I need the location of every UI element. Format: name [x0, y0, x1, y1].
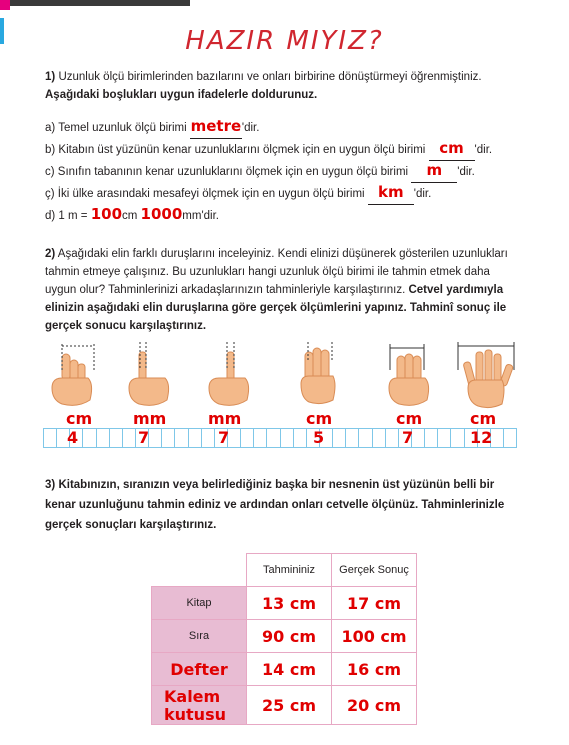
q1-item-cc: ç) İki ülke arasındaki mesafeyi ölçmek için en uygun ölçü birimi km 'dir.: [45, 183, 565, 205]
header-bar: [10, 0, 190, 6]
answer-c: m: [426, 161, 443, 179]
q1-item-b: b) Kitabın üst yüzünün kenar uzunluklarını ölçmek için en uygun ölçü birimi cm 'dir.: [45, 139, 565, 161]
q2-value-5: 7: [402, 428, 414, 447]
hand-4-icon: [301, 348, 335, 404]
table-row: [152, 587, 417, 620]
corner-pink-block: [0, 0, 10, 10]
row-label: Sıra: [152, 620, 247, 653]
q2-unit-1: cm: [66, 409, 93, 428]
q2-value-1: 4: [67, 428, 79, 447]
q2-unit-2: mm: [133, 409, 167, 428]
hand-1-icon: [52, 354, 92, 405]
row-label: Kitap: [152, 587, 247, 620]
table-header-row: [152, 554, 417, 587]
col-estimate-header: Tahmininiz: [247, 554, 332, 587]
q2-value-3: 7: [218, 428, 230, 447]
table-row: [152, 686, 417, 725]
q2-text: 2) Aşağıdaki elin farklı duruşlarını inceleyiniz. Kendi elinizi düşünerek gösterilen uzunlukları tahmin etmeye çalışınız. Bu uzunlukları hangi uzunluk ölçü birimi ile tahmin etmek daha uygun olur? Tahminlerinizi arkadaşlarınızın tahminleriyle karşılaştırınız. Cetvel yardımıyla elinizin aşağıdaki elin duruşlarına göre gerçek ölçümlerini yapınız. Tahminî sonuç ile gerçek sonucu karşılaştırınız.: [45, 248, 508, 332]
answer-grid: [43, 428, 517, 448]
answer-d1: 100: [90, 205, 123, 223]
answer-b: cm: [439, 139, 464, 157]
q1-items: [45, 117, 565, 226]
hand-2-icon: [129, 352, 169, 405]
q1-item-a: a) Temel uzunluk ölçü birimi metre'dir.: [45, 117, 565, 139]
actual-cell: 16 cm: [332, 653, 417, 686]
q1-item-d: d) 1 m = 100cm 1000mm'dir.: [45, 205, 219, 223]
answer-cc: km: [377, 183, 404, 201]
q1-item-c: c) Sınıfın tabanının kenar uzunluklarını ölçmek için en uygun ölçü birimi m 'dir.: [45, 161, 565, 183]
hand-5-icon: [389, 354, 429, 405]
estimate-table: [151, 553, 417, 725]
col-actual-header: Gerçek Sonuç: [332, 554, 417, 587]
table-row: [152, 653, 417, 686]
q1-instruction: Aşağıdaki boşlukları uygun ifadelerle doldurunuz.: [45, 89, 318, 101]
q2-unit-5: cm: [396, 409, 423, 428]
row-label: Kalem kutusu: [152, 686, 247, 725]
page-title: HAZIR MIYIZ?: [185, 26, 384, 56]
hand-3-icon: [209, 352, 249, 405]
q2-unit-3: mm: [208, 409, 242, 428]
q2-value-6: 12: [470, 428, 493, 447]
estimate-cell: 25 cm: [247, 686, 332, 725]
answer-a: metre: [190, 117, 242, 135]
q2-unit-4: cm: [306, 409, 333, 428]
hand-6-icon: [463, 350, 514, 408]
q2-value-4: 5: [313, 428, 325, 447]
row-label: Defter: [152, 653, 247, 686]
q2-value-2: 7: [138, 428, 150, 447]
estimate-cell: 14 cm: [247, 653, 332, 686]
estimate-cell: 90 cm: [247, 620, 332, 653]
q3-text: 3) Kitabınızın, sıranızın veya belirlediğiniz başka bir nesnenin üst yüzünün belli bir kenar uzunluğunu tahmin ediniz ve ardından onları cetvelle ölçünüz. Tahminlerinizle gerçek sonuçları karşılaştırınız.: [45, 479, 505, 531]
actual-cell: 17 cm: [332, 587, 417, 620]
table-row: [152, 620, 417, 653]
hand-illustrations: [40, 340, 530, 412]
estimate-cell: 13 cm: [247, 587, 332, 620]
actual-cell: 20 cm: [332, 686, 417, 725]
actual-cell: 100 cm: [332, 620, 417, 653]
q1-intro: 1) Uzunluk ölçü birimlerinden bazılarını ve onları birbirine dönüştürmeyi öğrenmiştiniz.: [45, 71, 482, 83]
q1-block: [45, 68, 545, 104]
answer-d2: 1000: [140, 205, 183, 223]
q2-unit-6: cm: [470, 409, 497, 428]
